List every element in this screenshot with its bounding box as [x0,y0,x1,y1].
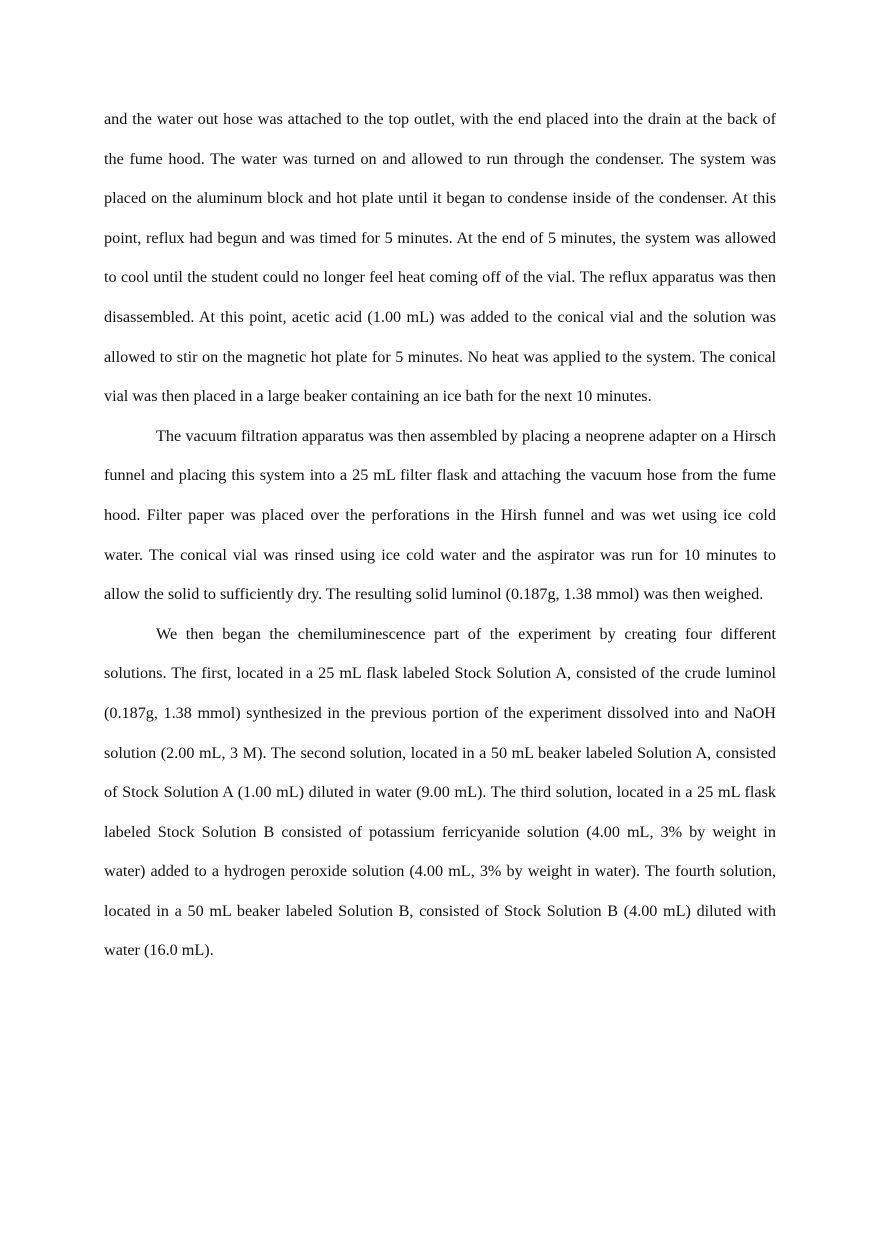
paragraph-chemiluminescence: We then began the chemiluminescence part of the experiment by creating four different solutions. The first, located in a 25 mL flask labeled Stock Solution A, consisted of the crude luminol (0.187g, 1.38 mmol) synthesized in the previous portion of the experiment dissolved into and NaOH solution (2.00 mL, 3 M). The second solution, located in a 50 mL beaker labeled Solution A, consisted of Stock Solution A (1.00 mL) diluted in water (9.00 mL). The third solution, located in a 25 mL flask labeled Stock Solution B consisted of potassium ferricyanide solution (4.00 mL, 3% by weight in water) added to a hydrogen peroxide solution (4.00 mL, 3% by weight in water). The fourth solution, located in a 50 mL beaker labeled Solution B, consisted of Stock Solution B (4.00 mL) diluted with water (16.0 mL). [104,624,776,960]
paragraph-vacuum-filtration: The vacuum filtration apparatus was then assembled by placing a neoprene adapter on a Hirsch funnel and placing this system into a 25 mL filter flask and attaching the vacuum hose from the fume hood. Filter paper was placed over the perforations in the Hirsh funnel and was wet using ice cold water. The conical vial was rinsed using ice cold water and the aspirator was run for 10 minutes to allow the solid to sufficiently dry. The resulting solid luminol (0.187g, 1.38 mmol) was then weighed. [104,426,776,604]
document-body [104,100,776,971]
paragraph-reflux-procedure: and the water out hose was attached to the top outlet, with the end placed into the drain at the back of the fume hood. The water was turned on and allowed to run through the condenser. The system was placed on the aluminum block and hot plate until it began to condense inside of the condenser. At this point, reflux had begun and was timed for 5 minutes. At the end of 5 minutes, the system was allowed to cool until the student could no longer feel heat coming off of the vial. The reflux apparatus was then disassembled. At this point, acetic acid (1.00 mL) was added to the conical vial and the solution was allowed to stir on the magnetic hot plate for 5 minutes. No heat was applied to the system. The conical vial was then placed in a large beaker containing an ice bath for the next 10 minutes. [104,110,776,406]
